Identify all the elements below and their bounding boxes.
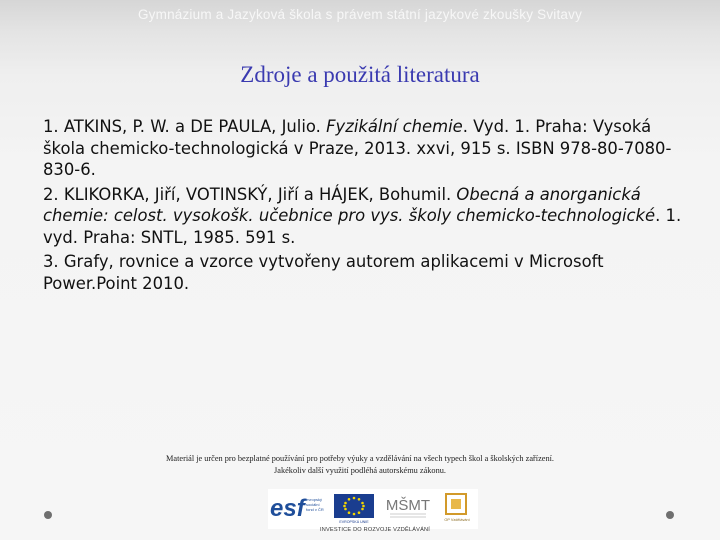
reference-title: Fyzikální chemie — [326, 117, 463, 136]
slide-title: Zdroje a použitá literatura — [240, 62, 480, 87]
esf-logo-caption: evropský — [306, 497, 323, 502]
right-dot-decoration — [666, 511, 674, 519]
op-vzdelavani-logo-icon — [440, 492, 474, 524]
reference-list — [43, 116, 693, 297]
esf-logo-caption: fond v ČR — [306, 507, 324, 512]
op-logo-caption: OP Vzdělávání — [444, 518, 470, 522]
reference-details: . 1. vyd. Praha: SNTL, 1985. 591 s. — [43, 206, 682, 247]
left-dot-decoration — [44, 511, 52, 519]
reference-item — [43, 184, 693, 249]
reference-item — [43, 116, 693, 181]
school-header: Gymnázium a Jazyková škola s právem státní jazykové zkoušky Svitavy — [137, 7, 583, 22]
reference-text: 2. KLIKORKA, Jiří, VOTINSKÝ, Jiří a HÁJEK, Bohumil. — [43, 184, 457, 204]
esf-logo-text: esf — [270, 495, 305, 522]
msmt-logo-icon — [384, 492, 432, 524]
msmt-logo-text: MŠMT — [385, 497, 431, 514]
copyright-note — [60, 453, 660, 476]
reference-text: 1. ATKINS, P. W. a DE PAULA, Julio. — [43, 117, 327, 136]
reference-item — [43, 251, 693, 294]
copyright-line: Materiál je určen pro bezplatné používání pro potřeby výuky a vzdělávání na všech typech škol a školských zařízení. — [166, 454, 554, 463]
funding-logo-strip — [268, 489, 478, 529]
copyright-line: Jakékoliv další využití podléhá autorskému zákonu. — [274, 465, 446, 475]
eu-logo-caption: EVROPSKÁ UNIE — [339, 520, 369, 524]
esf-logo-caption: sociální — [306, 502, 320, 507]
reference-title: Obecná a anorganická chemie: celost. vysokošk. učebnice pro vys. školy chemicko-technologické — [43, 184, 656, 225]
logo-strip-caption: INVESTICE DO ROZVOJE VZDĚLÁVÁNÍ — [319, 527, 430, 533]
eu-flag-icon — [332, 492, 376, 524]
esf-logo-icon — [268, 492, 326, 524]
reference-details: . Vyd. 1. Praha: Vysoká škola chemicko-technologická v Praze, 2013. xxvi, 915 s. ISBN 978-80-7080-830-6. — [43, 117, 672, 179]
reference-text: 3. Grafy, rovnice a vzorce vytvořeny autorem aplikacemi v Microsoft Power.Point 2010. — [43, 252, 604, 293]
